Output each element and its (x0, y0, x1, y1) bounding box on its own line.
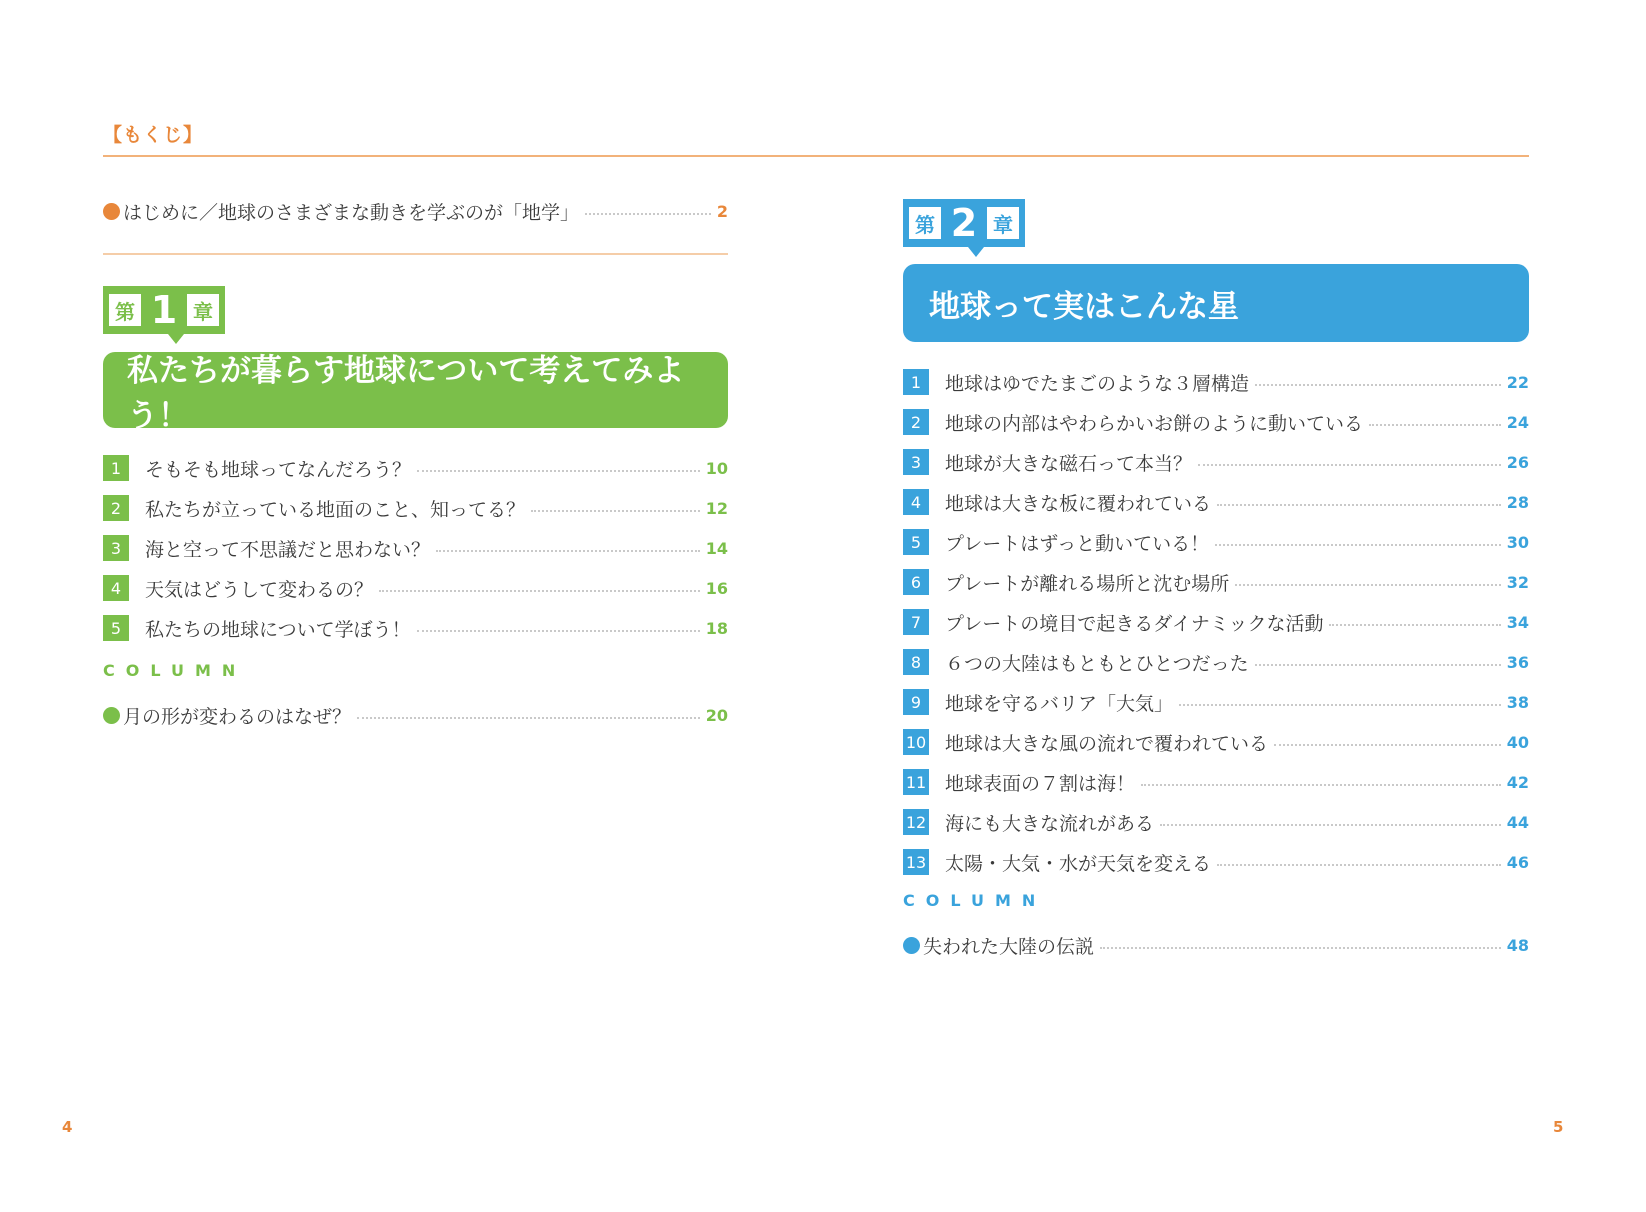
item-title: 海と空って不思議だと思わない？ (145, 538, 431, 561)
chapter2-item-9[interactable] (903, 688, 1529, 716)
dotted-leader (357, 717, 700, 719)
dotted-leader (1160, 824, 1501, 826)
item-title: 地球表面の７割は海！ (945, 772, 1136, 795)
dotted-leader (1274, 744, 1501, 746)
contents-heading: 【もくじ】 (103, 124, 204, 146)
item-page: 10 (705, 458, 728, 478)
dotted-leader (1255, 664, 1501, 666)
chapter1-item-4[interactable] (103, 574, 728, 602)
item-title: 地球は大きな風の流れで覆われている (945, 732, 1269, 755)
chapter2-badge (903, 199, 1025, 247)
dotted-leader (585, 213, 711, 215)
chapter2-title-banner (903, 264, 1529, 342)
chapter1-column-entry[interactable] (103, 701, 728, 729)
chapter2-item-12[interactable] (903, 808, 1529, 836)
item-number-badge: 7 (903, 609, 929, 635)
item-title: ６つの大陸はもともとひとつだった (945, 652, 1249, 675)
item-title: プレートはずっと動いている！ (945, 532, 1210, 555)
item-title: 地球が大きな磁石って本当？ (945, 452, 1193, 475)
item-number-badge: 6 (903, 569, 929, 595)
column-page: 20 (705, 705, 728, 725)
item-number-badge: 5 (103, 615, 129, 641)
item-title: 天気はどうして変わるの？ (145, 578, 374, 601)
item-number-badge: 10 (903, 729, 929, 755)
dotted-leader (417, 630, 700, 632)
dotted-leader (1141, 784, 1501, 786)
dotted-leader (531, 510, 700, 512)
item-page: 42 (1506, 772, 1529, 792)
item-number-badge: 13 (903, 849, 929, 875)
intro-divider (103, 253, 728, 255)
dotted-leader (1217, 504, 1501, 506)
dotted-leader (1100, 947, 1501, 949)
chapter1-column-label: COLUMN (103, 661, 247, 680)
item-page: 16 (705, 578, 728, 598)
item-page: 28 (1506, 492, 1529, 512)
item-number-badge: 2 (903, 409, 929, 435)
item-title: 太陽・大気・水が天気を変える (945, 852, 1212, 875)
chapter2-item-4[interactable] (903, 488, 1529, 516)
chapter1-badge-pointer (168, 334, 184, 344)
item-page: 24 (1506, 412, 1529, 432)
chapter2-title: 地球って実はこんな星 (929, 288, 1239, 325)
chapter2-item-1[interactable] (903, 368, 1529, 396)
orange-bullet-icon (103, 203, 120, 220)
item-number-badge: 2 (103, 495, 129, 521)
intro-page: 2 (716, 201, 728, 221)
item-page: 36 (1506, 652, 1529, 672)
item-page: 12 (705, 498, 728, 518)
dotted-leader (1215, 544, 1501, 546)
item-title: プレートが離れる場所と沈む場所 (945, 572, 1230, 595)
item-page: 26 (1506, 452, 1529, 472)
intro-text: はじめに／地球のさまざまな動きを学ぶのが「地学」 (123, 201, 580, 224)
page-number-left: 4 (62, 1118, 73, 1136)
dotted-leader (1198, 464, 1501, 466)
chapter2-item-2[interactable] (903, 408, 1529, 436)
item-page: 44 (1506, 812, 1529, 832)
chapter2-badge-sho: 章 (987, 207, 1019, 239)
chapter2-column-entry[interactable] (903, 931, 1529, 959)
item-page: 40 (1506, 732, 1529, 752)
item-page: 34 (1506, 612, 1529, 632)
chapter2-item-6[interactable] (903, 568, 1529, 596)
chapter1-badge-sho: 章 (187, 294, 219, 326)
item-page: 30 (1506, 532, 1529, 552)
item-title: 地球の内部はやわらかいお餅のように動いている (945, 412, 1364, 435)
item-title: 地球を守るバリア「大気」 (945, 692, 1174, 715)
item-title: 地球は大きな板に覆われている (945, 492, 1212, 515)
blue-bullet-icon (903, 937, 920, 954)
chapter2-item-3[interactable] (903, 448, 1529, 476)
item-number-badge: 11 (903, 769, 929, 795)
item-title: そもそも地球ってなんだろう？ (145, 458, 412, 481)
item-title: 私たちが立っている地面のこと、知ってる？ (145, 498, 526, 521)
item-number-badge: 3 (903, 449, 929, 475)
dotted-leader (1255, 384, 1501, 386)
item-number-badge: 1 (103, 455, 129, 481)
chapter2-item-7[interactable] (903, 608, 1529, 636)
heading-divider (103, 155, 1529, 157)
chapter2-badge-pointer (968, 247, 984, 257)
column-page: 48 (1506, 935, 1529, 955)
item-title: プレートの境目で起きるダイナミックな活動 (945, 612, 1324, 635)
item-page: 38 (1506, 692, 1529, 712)
chapter2-list (903, 368, 1529, 876)
chapter1-item-2[interactable] (103, 494, 728, 522)
chapter2-item-10[interactable] (903, 728, 1529, 756)
dotted-leader (1329, 624, 1500, 626)
dotted-leader (1369, 424, 1501, 426)
item-title: 地球はゆでたまごのような３層構造 (945, 372, 1250, 395)
item-number-badge: 9 (903, 689, 929, 715)
chapter2-item-8[interactable] (903, 648, 1529, 676)
dotted-leader (379, 590, 700, 592)
green-bullet-icon (103, 707, 120, 724)
chapter2-item-5[interactable] (903, 528, 1529, 556)
item-number-badge: 5 (903, 529, 929, 555)
chapter1-title: 私たちが暮らす地球について考えてみよう！ (127, 353, 685, 434)
item-number-badge: 3 (103, 535, 129, 561)
item-title: 海にも大きな流れがある (945, 812, 1155, 835)
chapter1-badge-number: 1 (150, 288, 178, 332)
chapter2-badge-dai: 第 (909, 207, 941, 239)
chapter1-item-5[interactable] (103, 614, 728, 642)
intro-entry[interactable] (103, 196, 728, 226)
item-page: 32 (1506, 572, 1529, 592)
chapter2-column-label: COLUMN (903, 891, 1047, 910)
column-title: 月の形が変わるのはなぜ？ (123, 705, 352, 728)
dotted-leader (417, 470, 700, 472)
chapter2-item-11[interactable] (903, 768, 1529, 796)
page-number-right: 5 (1553, 1118, 1564, 1136)
item-page: 18 (705, 618, 728, 638)
item-number-badge: 1 (903, 369, 929, 395)
item-title: 私たちの地球について学ぼう！ (145, 618, 411, 641)
dotted-leader (1179, 704, 1501, 706)
chapter1-list (103, 454, 728, 642)
chapter1-badge (103, 286, 225, 334)
chapter1-title-banner (103, 352, 728, 434)
chapter2-badge-number: 2 (950, 201, 978, 245)
column-title: 失われた大陸の伝説 (923, 935, 1095, 958)
dotted-leader (1235, 584, 1500, 586)
item-number-badge: 8 (903, 649, 929, 675)
chapter2-item-13[interactable] (903, 848, 1529, 876)
item-page: 22 (1506, 372, 1529, 392)
chapter1-item-3[interactable] (103, 534, 728, 562)
item-page: 46 (1506, 852, 1529, 872)
item-number-badge: 4 (103, 575, 129, 601)
item-number-badge: 12 (903, 809, 929, 835)
chapter1-item-1[interactable] (103, 454, 728, 482)
chapter1-badge-dai: 第 (109, 294, 141, 326)
item-page: 14 (705, 538, 728, 558)
dotted-leader (436, 550, 700, 552)
dotted-leader (1217, 864, 1501, 866)
item-number-badge: 4 (903, 489, 929, 515)
